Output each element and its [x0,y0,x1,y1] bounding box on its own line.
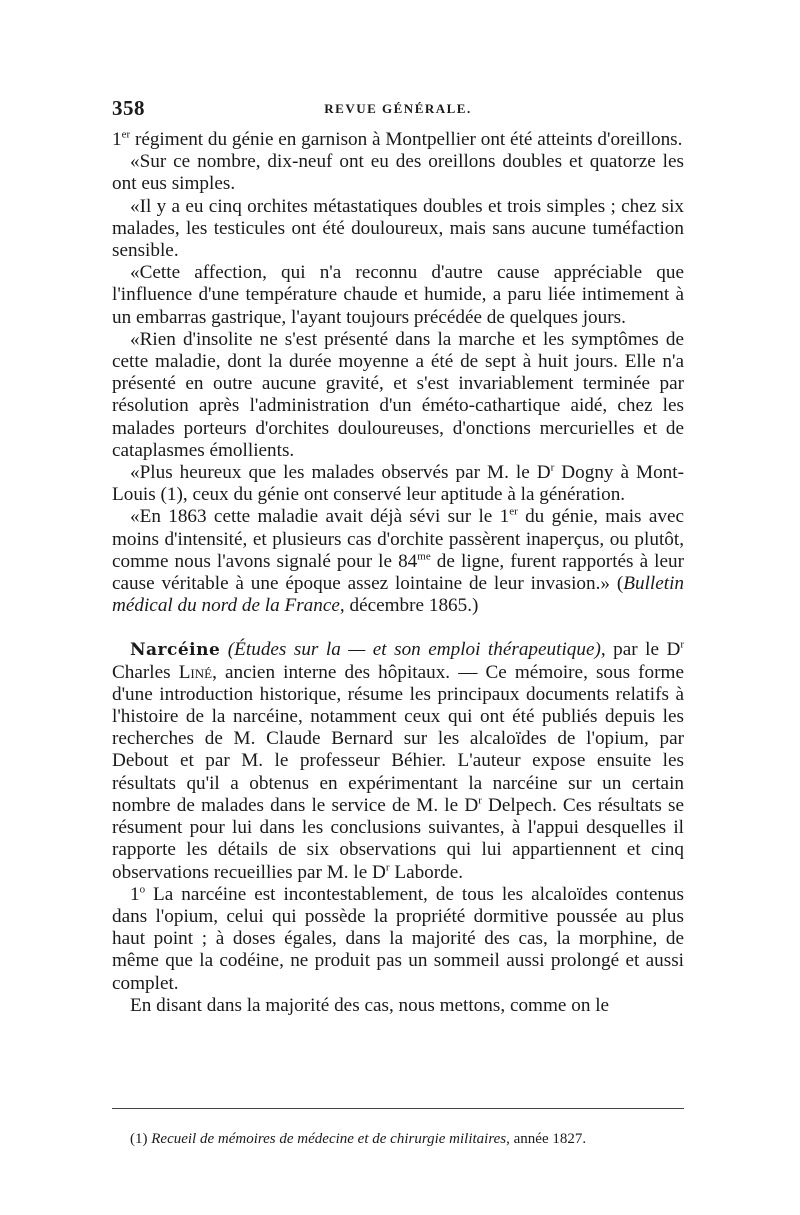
superscript: me [417,550,431,563]
text-run: , par le D [600,639,681,661]
text-run: Dogny à Mont-Louis (1), ceux du génie ont conservé leur aptitude à la génération. [112,462,684,506]
superscript: er [509,506,518,519]
paragraph-4: «Cette affection, qui n'a reconnu d'autre cause appréciable que l'influence d'une température chaude et humide, a paru liée intimement à un embarras gastrique, l'ayant toujours précédée de quelques jours. [112,262,684,328]
author-name: Liné [178,661,213,683]
section-subtitle: (Études sur la — et son emploi thérapeutique) [220,639,601,661]
footnote-rule [112,1108,684,1109]
section-title: Narcéine [130,640,221,661]
text-run: de ligne, furent rapportés à leur cause véritable à une époque assez lointaine de leur invasion.» ( [112,550,684,595]
text-run: 1 [112,129,122,150]
paragraph-9 [112,884,684,995]
footnote-rest: , année 1827. [506,1131,587,1147]
text-run: régiment du génie en garnison à Montpellier ont été atteints d'oreillons. [130,129,683,150]
paragraph-10: En disant dans la majorité des cas, nous mettons, comme on le [130,994,610,1016]
footnote-citation: Recueil de mémoires de médecine et de chirurgie militaires [151,1131,507,1147]
text-run: Laborde. [389,861,464,883]
paragraph-1 [112,129,684,151]
citation-title: Bulletin médical du nord de la France [112,573,684,617]
paragraph-7 [112,506,684,617]
footnote [112,1130,684,1148]
paragraph-8 [112,639,684,883]
superscript: r [385,861,390,874]
text-run: 1 [130,883,140,905]
superscript: r [478,794,482,807]
text-run: , ancien interne des hôpitaux. — Ce mémoire, sous forme d'une introduction historique, résume les principaux documents relatifs à l'histoire de la narcéine, notamment ceux qui ont été publiés depuis les recherches de M. Claude Bernard sur les alcaloïdes de l'opium, par Debout et par M. le professeur Béhier. L'auteur expose ensuite les résultats qu'il a obtenus en expérimentant la narcéine sur un certain nombre de malades dans le service de M. le D [112,661,684,816]
footnote-marker: (1) [130,1131,152,1147]
page-header [112,96,684,124]
body-text [112,129,684,1017]
paragraph-2: «Sur ce nombre, dix-neuf ont eu des oreillons doubles et quatorze les ont eus simples. [112,151,684,195]
superscript: r [680,639,684,652]
text-run: Charles [112,661,179,683]
superscript: r [550,461,555,474]
paragraph-6 [112,462,684,506]
paragraph-3: «Il y a eu cinq orchites métastatiques doubles et trois simples ; chez six malades, les testicules ont été douloureux, mais sans aucune tuméfaction sensible. [112,195,684,262]
text-run: du génie, mais avec moins d'intensité, et plusieurs cas d'orchite passèrent inaperçus, ou plutôt, comme nous l'avons signalé pour le 84 [112,506,684,572]
superscript: o [139,883,146,896]
text-run: Delpech. Ces résultats se résument pour lui dans les conclusions suivantes, à l'appui desquelles il rapporte les détails de six observations qui lui appartiennent et cinq observations recueillies par M. le D [112,794,684,883]
running-head: REVUE GÉNÉRALE. [324,101,472,116]
text-run: «En 1863 cette maladie avait déjà sévi sur le 1 [130,506,510,528]
page-number: 358 [112,96,145,120]
text-run: , décembre 1865.) [339,595,479,617]
superscript: er [121,128,131,141]
text-run: La narcéine est incontestablement, de tous les alcaloïdes contenus dans l'opium, celui qui possède la propriété dormitive poussée au plus haut point ; à doses égales, dans la majorité des cas, la morphine, de même que la codéine, ne produit pas un sommeil aussi prolongé et aussi complet. [112,883,684,994]
paragraph-5: «Rien d'insolite ne s'est présenté dans la marche et les symptômes de cette maladie, dont la durée moyenne a été de sept à huit jours. Elle n'a présenté en outre aucune gravité, et s'est invariablement terminée par résolution après l'administration d'un éméto-cathartique aidé, chez les malades porteurs d'orchites douloureuses, d'onctions mercurielles et de cataplasmes émollients. [112,328,684,461]
text-run: «Plus heureux que les malades observés par M. le D [130,462,551,484]
